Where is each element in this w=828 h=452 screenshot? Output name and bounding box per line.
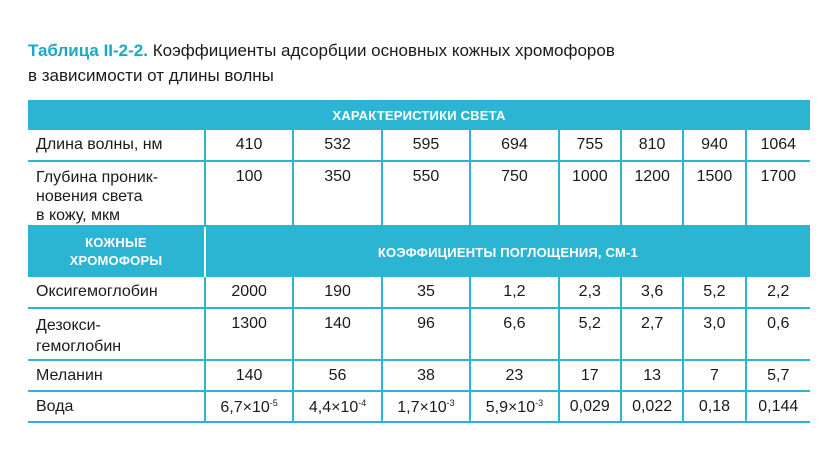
table-cell: [470, 391, 558, 422]
table-cell: 38: [382, 360, 470, 391]
table-cell: 7: [683, 360, 745, 391]
value-base: 6,7×10: [220, 399, 270, 416]
caption-title-line2: в зависимости от длины волны: [28, 66, 274, 85]
table-cell: 100: [205, 161, 293, 226]
table-cell: 96: [382, 308, 470, 360]
value-base: 4,4×10: [308, 399, 359, 416]
table-cell: 3,6: [621, 277, 683, 308]
table-cell: 2000: [205, 277, 293, 308]
chromophore-table: [28, 100, 810, 423]
table-cell: 23: [470, 360, 558, 391]
row-label-line: новения света: [36, 188, 143, 205]
row-label: Длина волны, нм: [28, 130, 205, 161]
table-number: Таблица II-2-2.: [28, 41, 148, 60]
table-row: [28, 308, 810, 360]
table-cell: 35: [382, 277, 470, 308]
table-cell: 5,2: [559, 308, 621, 360]
table-cell: [293, 391, 381, 422]
value-base: 5,9×10: [485, 399, 536, 416]
table-cell: 1700: [746, 161, 810, 226]
value-exponent: -5: [269, 398, 278, 408]
table-cell: 56: [293, 360, 381, 391]
value-exponent: -4: [358, 398, 367, 408]
table-cell: 5,2: [683, 277, 745, 308]
table-cell: 17: [559, 360, 621, 391]
table-cell: 1,2: [470, 277, 558, 308]
table-cell: 550: [382, 161, 470, 226]
table-cell: 2,7: [621, 308, 683, 360]
value-exponent: -3: [446, 398, 455, 408]
row-label: [28, 308, 205, 360]
row-label-line: в кожу, мкм: [36, 207, 121, 224]
value-exponent: -3: [535, 398, 544, 408]
table-cell: 13: [621, 360, 683, 391]
table-cell: 2,2: [746, 277, 810, 308]
table-cell: 595: [382, 130, 470, 161]
table-cell: 0,144: [746, 391, 810, 422]
table-cell: 1200: [621, 161, 683, 226]
table-cell: 810: [621, 130, 683, 161]
table-row: [28, 161, 810, 226]
table-row: [28, 277, 810, 308]
light-characteristics-title: ХАРАКТЕРИСТИКИ СВЕТА: [28, 100, 810, 130]
table-cell: 0,18: [683, 391, 745, 422]
table-cell: 3,0: [683, 308, 745, 360]
table-cell: 694: [470, 130, 558, 161]
table-cell: 2,3: [559, 277, 621, 308]
table-cell: [205, 391, 293, 422]
table-cell: 0,029: [559, 391, 621, 422]
absorption-coefficients-title: КОЭФФИЦИЕНТЫ ПОГЛОЩЕНИЯ, СМ-1: [205, 226, 810, 277]
table-cell: 532: [293, 130, 381, 161]
table-cell: 750: [470, 161, 558, 226]
row-label-line: Дезокси-: [36, 317, 101, 334]
table-caption: [28, 38, 615, 88]
table-cell: 940: [683, 130, 745, 161]
row-label: Меланин: [28, 360, 205, 391]
table-row: [28, 360, 810, 391]
table-cell: [382, 391, 470, 422]
chromophores-column-header: [28, 226, 205, 277]
table-cell: 1064: [746, 130, 810, 161]
row-label-line: гемоглобин: [36, 338, 122, 355]
table-row: [28, 130, 810, 161]
table-cell: 0,6: [746, 308, 810, 360]
table-cell: 140: [205, 360, 293, 391]
row-label: Вода: [28, 391, 205, 422]
table-cell: 6,6: [470, 308, 558, 360]
header-line: ХРОМОФОРЫ: [69, 253, 163, 268]
table-cell: 0,022: [621, 391, 683, 422]
value-base: 1,7×10: [397, 399, 447, 416]
table-row: [28, 391, 810, 422]
table-cell: 410: [205, 130, 293, 161]
table-cell: 1500: [683, 161, 745, 226]
row-label: [28, 161, 205, 226]
table-cell: 190: [293, 277, 381, 308]
absorption-header: [28, 226, 810, 277]
light-characteristics-header: [28, 100, 810, 130]
row-label-line: Глубина проник-: [36, 169, 159, 186]
table-cell: 1000: [559, 161, 621, 226]
header-line: КОЖНЫЕ: [85, 235, 147, 250]
table-cell: 140: [293, 308, 381, 360]
table-cell: 350: [293, 161, 381, 226]
table-cell: 1300: [205, 308, 293, 360]
table-cell: 755: [559, 130, 621, 161]
table-cell: 5,7: [746, 360, 810, 391]
row-label: Оксигемоглобин: [28, 277, 205, 308]
caption-title-line1: Коэффициенты адсорбции основных кожных хромофоров: [152, 41, 615, 60]
